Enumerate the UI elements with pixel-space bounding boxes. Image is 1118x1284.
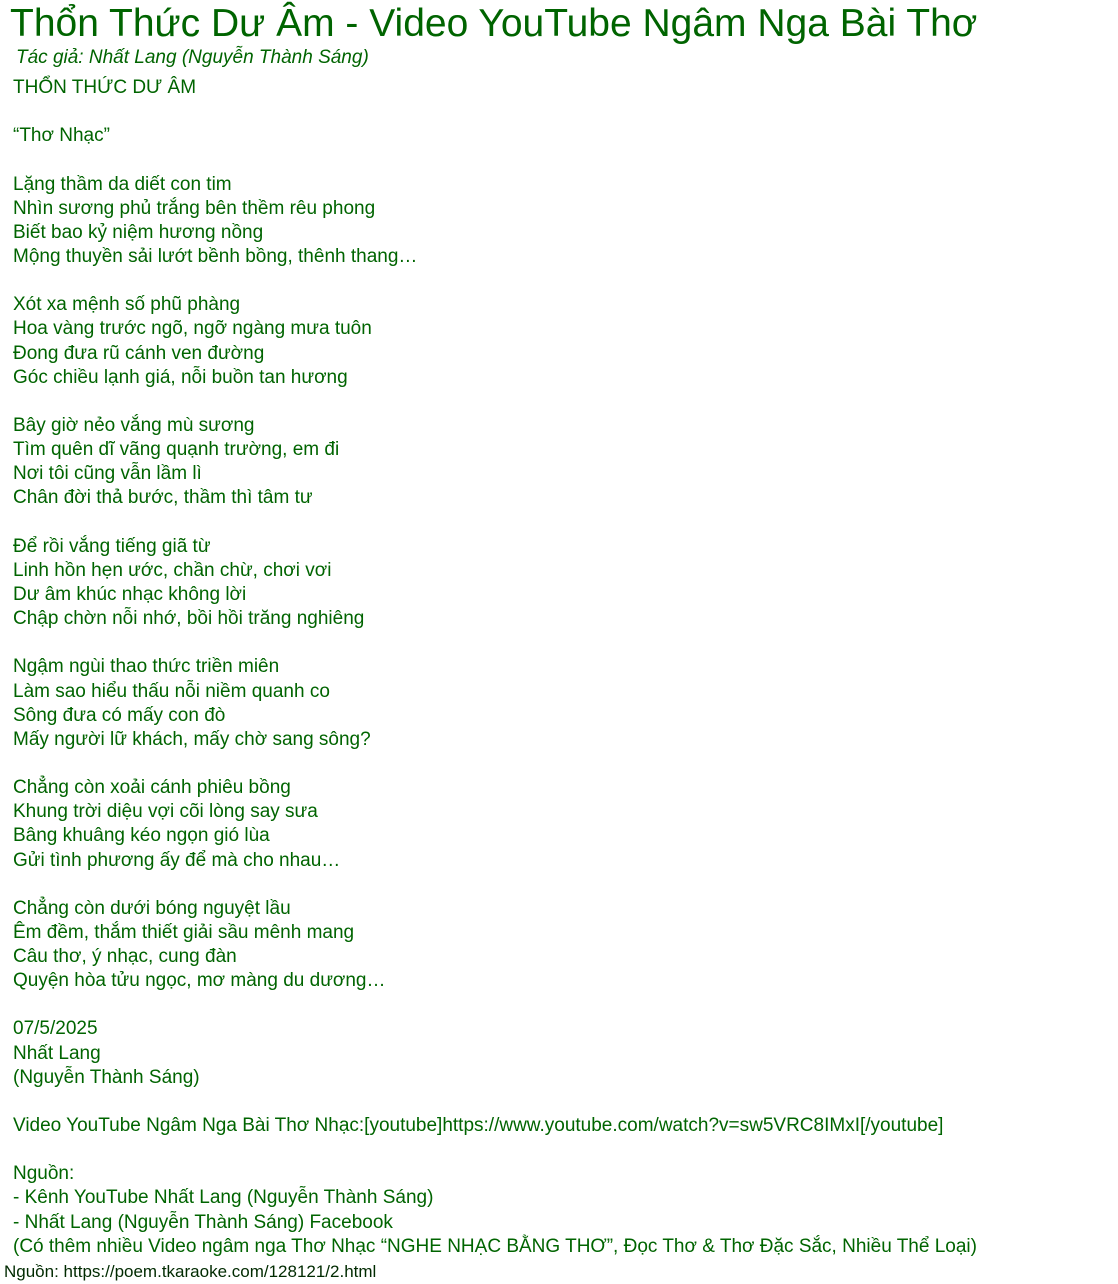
poem-line <box>13 1138 977 1162</box>
poem-line: THỔN THỨC DƯ ÂM <box>13 77 197 98</box>
source-item: - Kênh YouTube Nhất Lang (Nguyễn Thành Sáng) <box>13 1187 434 1209</box>
source-heading: Nguồn: <box>13 1163 75 1185</box>
poem-line: Mộng thuyền sải lướt bềnh bồng, thênh thang… <box>13 245 418 267</box>
poem-line <box>13 1090 977 1114</box>
poem-line <box>13 148 977 172</box>
poem-body <box>13 76 977 1259</box>
poem-line: Khung trời diệu vợi cõi lòng say sưa <box>13 801 318 823</box>
poem-line <box>13 390 977 414</box>
poem-line <box>13 100 977 124</box>
source-item: - Nhất Lang (Nguyễn Thành Sáng) Facebook <box>13 1211 393 1233</box>
poem-line: Chân đời thả bước, thầm thì tâm tư <box>13 487 313 509</box>
poem-line: Câu thơ, ý nhạc, cung đàn <box>13 946 237 968</box>
poem-line: Tìm quên dĩ vãng quạnh trường, em đi <box>13 439 340 461</box>
poem-line: Chập chờn nỗi nhớ, bồi hồi trăng nghiêng <box>13 608 365 630</box>
poem-line: Gửi tình phương ấy để mà cho nhau… <box>13 849 341 871</box>
poem-line <box>13 993 977 1017</box>
date-line: 07/5/2025 <box>13 1018 98 1040</box>
poem-line: Nhìn sương phủ trắng bên thềm rêu phong <box>13 197 376 219</box>
poem-line: Bây giờ nẻo vắng mù sương <box>13 414 255 436</box>
poem-line: Mấy người lữ khách, mấy chờ sang sông? <box>13 728 371 750</box>
youtube-video-line: Video YouTube Ngâm Nga Bài Thơ Nhạc:[youtube]https://www.youtube.com/watch?v=sw5VRC8IMxI[/youtube] <box>13 1115 944 1137</box>
poem-line <box>13 631 977 655</box>
poem-line: Đong đưa rũ cánh ven đường <box>13 342 265 364</box>
poem-line: Biết bao kỷ niệm hương nồng <box>13 221 264 243</box>
poem-line: Chẳng còn xoải cánh phiêu bồng <box>13 777 291 799</box>
poem-line: Hoa vàng trước ngõ, ngỡ ngàng mưa tuôn <box>13 318 372 340</box>
poem-line <box>13 269 977 293</box>
poem-line: Ngậm ngùi thao thức triền miên <box>13 656 280 678</box>
poem-line <box>13 511 977 535</box>
poem-line: Góc chiều lạnh giá, nỗi buồn tan hương <box>13 366 348 388</box>
poem-line <box>13 752 977 776</box>
poem-line: Nơi tôi cũng vẫn lầm lì <box>13 463 202 485</box>
poem-line: Dư âm khúc nhạc không lời <box>13 583 247 605</box>
poem-line: Bâng khuâng kéo ngọn gió lùa <box>13 825 270 847</box>
poem-line: Sông đưa có mấy con đò <box>13 704 226 726</box>
poem-line: Êm đềm, thắm thiết giải sầu mênh mang <box>13 921 355 943</box>
poem-line: Xót xa mệnh số phũ phàng <box>13 294 241 316</box>
poem-line: Linh hồn hẹn ước, chần chừ, chơi vơi <box>13 559 332 581</box>
source-link[interactable]: Nguồn: https://poem.tkaraoke.com/128121/2.html <box>4 1262 377 1281</box>
poem-line <box>13 873 977 897</box>
poem-line: Chẳng còn dưới bóng nguyệt lầu <box>13 897 291 919</box>
poem-line: Quyện hòa tửu ngọc, mơ màng du dương… <box>13 970 386 992</box>
poem-line: Làm sao hiểu thấu nỗi niềm quanh co <box>13 680 330 702</box>
signature-name: Nhất Lang <box>13 1042 101 1064</box>
poem-line: Lặng thầm da diết con tim <box>13 173 232 195</box>
poem-line: Để rồi vắng tiếng giã từ <box>13 535 211 557</box>
author-line: Tác giả: Nhất Lang (Nguyễn Thành Sáng) <box>16 47 369 68</box>
source-note: (Có thêm nhiều Video ngâm nga Thơ Nhạc “NGHE NHẠC BẰNG THƠ”, Đọc Thơ & Thơ Đặc Sắc, Nhiều Thể Loại) <box>13 1235 977 1257</box>
poem-line: “Thơ Nhạc” <box>13 125 110 147</box>
signature-fullname: (Nguyễn Thành Sáng) <box>13 1066 200 1088</box>
page-title: Thổn Thức Dư Âm - Video YouTube Ngâm Nga Bài Thơ <box>10 2 978 45</box>
